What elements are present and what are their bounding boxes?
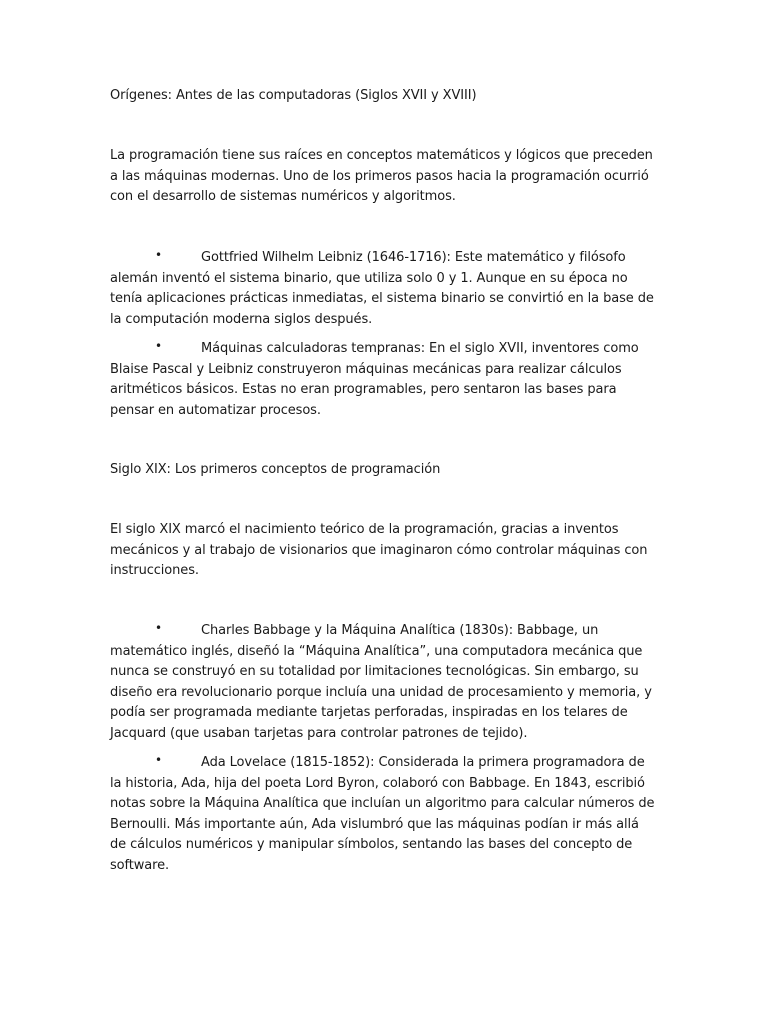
bullet-text: Máquinas calculadoras tempranas: En el siglo XVII, inventores como Blaise Pascal y Leibniz construyeron máquinas mecánicas para realizar cálculos aritméticos básicos. Estas no eran programables, pero sentaron las bases para pensar en automatizar procesos. <box>110 341 639 418</box>
bullet-text: Ada Lovelace (1815-1852): Considerada la primera programadora de la historia, Ada, hija del poeta Lord Byron, colaboró con Babbage. En 1843, escribió notas sobre la Máquina Analítica que incluían un algoritmo para calcular números de Bernoulli. Más importante aún, Ada vislumbró que las máquinas podían ir más allá de cálculos numéricos y manipular símbolos, sentando las bases del concepto de software. <box>110 755 655 873</box>
bullet-marker: • <box>155 753 163 767</box>
bullet-marker: • <box>155 621 163 635</box>
intro-paragraph-origins: La programación tiene sus raíces en conceptos matemáticos y lógicos que preceden a las máquinas modernas. Uno de los primeros pasos hacia la programación ocurrió con el desarrollo de sistemas numéricos y algoritmos. <box>110 148 653 204</box>
bullet-marker: • <box>155 248 163 262</box>
bullet-marker: • <box>155 339 163 353</box>
section-heading-origins: Orígenes: Antes de las computadoras (Siglos XVII y XVIII) <box>110 88 477 103</box>
section-heading-xix: Siglo XIX: Los primeros conceptos de programación <box>110 462 441 477</box>
bullet-text: Gottfried Wilhelm Leibniz (1646-1716): Este matemático y filósofo alemán inventó el sistema binario, que utiliza solo 0 y 1. Aunque en su época no tenía aplicaciones prácticas inmediatas, el sistema binario se convirtió en la base de la computación moderna siglos después. <box>110 250 654 327</box>
intro-paragraph-xix: El siglo XIX marcó el nacimiento teórico de la programación, gracias a inventos mecánicos y al trabajo de visionarios que imaginaron cómo controlar máquinas con instrucciones. <box>110 522 648 578</box>
bullet-text: Charles Babbage y la Máquina Analítica (1830s): Babbage, un matemático inglés, diseñó la “Máquina Analítica”, una computadora mecánica que nunca se construyó en su totalidad por limitaciones tecnológicas. Sin embargo, su diseño era revolucionario porque incluía una unidad de procesamiento y memoria, y podía ser programada mediante tarjetas perforadas, inspiradas en los telares de Jacquard (que usaban tarjetas para controlar patrones de tejido). <box>110 623 652 741</box>
